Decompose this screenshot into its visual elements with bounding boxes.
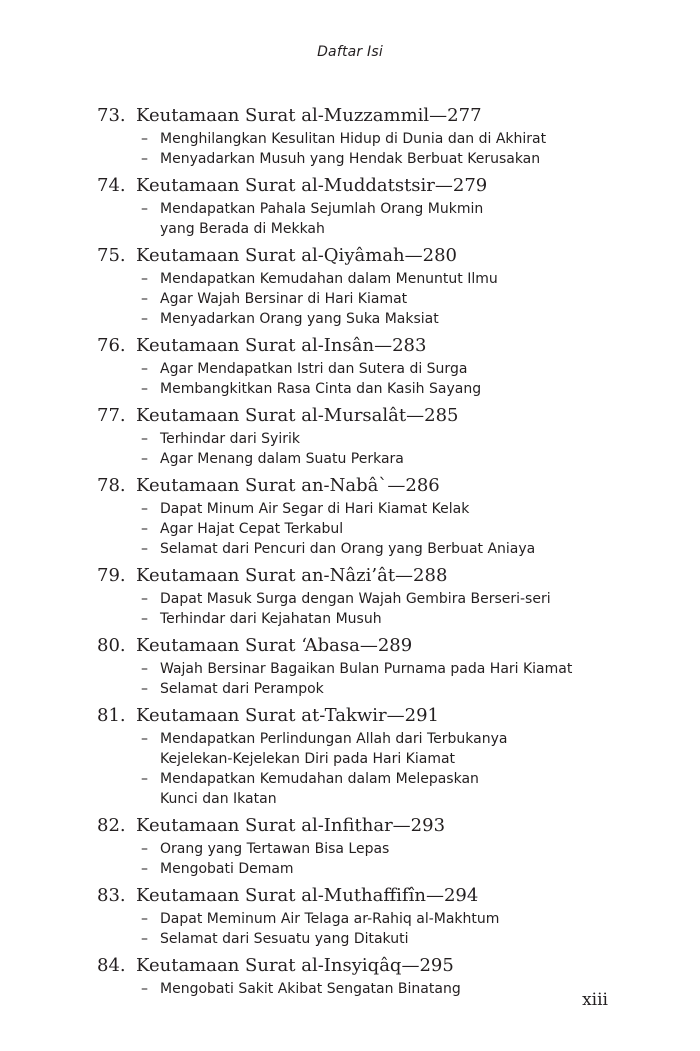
toc-entry-heading <box>97 403 657 429</box>
dash-bullet: – <box>141 841 148 857</box>
toc-subentry-line: Wajah Bersinar Bagaikan Bulan Purnama pada Hari Kiamat <box>160 661 573 677</box>
dash-bullet: – <box>141 861 148 877</box>
toc-subentry-list <box>97 269 657 329</box>
dash-bullet: – <box>141 151 148 167</box>
toc-subentry <box>97 359 657 379</box>
toc-subentry-line: Agar Wajah Bersinar di Hari Kiamat <box>160 291 408 307</box>
toc-subentry-line: Dapat Masuk Surga dengan Wajah Gembira Berseri-seri <box>160 591 551 607</box>
dash-bullet: – <box>141 981 148 997</box>
dash-bullet: – <box>141 311 148 327</box>
toc-subentry <box>97 429 657 449</box>
toc-entry <box>97 243 657 329</box>
toc-subentry <box>97 499 657 519</box>
toc-subentry <box>97 839 657 859</box>
dash-bullet: – <box>141 681 148 697</box>
toc-entry-title: Keutamaan Surat an-Nabâ`—286 <box>136 475 440 496</box>
toc-subentry-line: Menghilangkan Kesulitan Hidup di Dunia dan di Akhirat <box>160 131 547 147</box>
toc-subentry-list <box>97 979 657 999</box>
toc-subentry-list <box>97 199 657 239</box>
dash-bullet: – <box>141 291 148 307</box>
toc-entry-title: Keutamaan Surat al-Mursalât—285 <box>136 405 459 426</box>
toc-entry-title: Keutamaan Surat al-Muddatstsir—279 <box>136 175 488 196</box>
dash-bullet: – <box>141 131 148 147</box>
toc-subentry-line: Dapat Minum Air Segar di Hari Kiamat Kelak <box>160 501 470 517</box>
toc-subentry-line: Mendapatkan Kemudahan dalam Menuntut Ilmu <box>160 271 498 287</box>
toc-entry <box>97 403 657 469</box>
toc-subentry <box>97 309 657 329</box>
toc-subentry <box>97 769 657 809</box>
toc-subentry-list <box>97 839 657 879</box>
toc-subentry-line: Orang yang Tertawan Bisa Lepas <box>160 841 390 857</box>
toc-entry-number: 81. <box>97 705 126 726</box>
toc-entry-title: Keutamaan Surat ‘Abasa—289 <box>136 635 413 656</box>
toc-subentry <box>97 199 657 239</box>
toc-entry-number: 78. <box>97 475 126 496</box>
toc-subentry-line: Dapat Meminum Air Telaga ar-Rahiq al-Makhtum <box>160 911 500 927</box>
toc-subentry-line: Mendapatkan Perlindungan Allah dari Terbukanya <box>160 731 508 747</box>
toc-subentry-line: yang Berada di Mekkah <box>160 221 325 237</box>
toc-subentry <box>97 909 657 929</box>
toc-entry-number: 79. <box>97 565 126 586</box>
toc-subentry-line: Kejelekan-Kejelekan Diri pada Hari Kiamat <box>160 751 456 767</box>
toc-subentry <box>97 859 657 879</box>
toc-subentry-line: Menyadarkan Orang yang Suka Maksiat <box>160 311 439 327</box>
page-number: xiii <box>582 990 608 1010</box>
toc-subentry-list <box>97 129 657 169</box>
dash-bullet: – <box>141 451 148 467</box>
toc-entry-title: Keutamaan Surat at-Takwir—291 <box>136 705 440 726</box>
dash-bullet: – <box>141 201 148 217</box>
toc-subentry <box>97 979 657 999</box>
toc-subentry-line: Menyadarkan Musuh yang Hendak Berbuat Kerusakan <box>160 151 541 167</box>
toc-subentry <box>97 539 657 559</box>
toc-subentry-line: Mengobati Demam <box>160 861 294 877</box>
toc-subentry <box>97 379 657 399</box>
table-of-contents <box>97 103 657 1003</box>
toc-entry-heading <box>97 243 657 269</box>
toc-entry-heading <box>97 883 657 909</box>
toc-subentry <box>97 289 657 309</box>
dash-bullet: – <box>141 541 148 557</box>
toc-entry-title: Keutamaan Surat al-Infithar—293 <box>136 815 446 836</box>
toc-entry-heading <box>97 633 657 659</box>
toc-subentry-list <box>97 499 657 559</box>
toc-subentry-line: Agar Menang dalam Suatu Perkara <box>160 451 404 467</box>
dash-bullet: – <box>141 931 148 947</box>
toc-entry <box>97 953 657 999</box>
toc-subentry <box>97 519 657 539</box>
toc-subentry-line: Terhindar dari Syirik <box>160 431 300 447</box>
toc-entry-title: Keutamaan Surat al-Muthaffifîn—294 <box>136 885 479 906</box>
toc-entry <box>97 563 657 629</box>
toc-entry-heading <box>97 333 657 359</box>
toc-subentry-line: Selamat dari Pencuri dan Orang yang Berbuat Aniaya <box>160 541 536 557</box>
toc-subentry-line: Agar Mendapatkan Istri dan Sutera di Surga <box>160 361 468 377</box>
toc-entry-number: 75. <box>97 245 126 266</box>
toc-subentry <box>97 149 657 169</box>
toc-entry <box>97 333 657 399</box>
toc-entry-number: 76. <box>97 335 126 356</box>
toc-entry <box>97 103 657 169</box>
dash-bullet: – <box>141 771 148 787</box>
toc-subentry <box>97 659 657 679</box>
dash-bullet: – <box>141 381 148 397</box>
toc-subentry-line: Agar Hajat Cepat Terkabul <box>160 521 344 537</box>
toc-subentry <box>97 609 657 629</box>
toc-entry-number: 74. <box>97 175 126 196</box>
toc-entry <box>97 813 657 879</box>
toc-entry <box>97 883 657 949</box>
dash-bullet: – <box>141 521 148 537</box>
toc-subentry <box>97 679 657 699</box>
toc-subentry <box>97 129 657 149</box>
toc-subentry-list <box>97 589 657 629</box>
toc-entry-title: Keutamaan Surat al-Muzzammil—277 <box>136 105 482 126</box>
toc-subentry-line: Mengobati Sakit Akibat Sengatan Binatang <box>160 981 461 997</box>
toc-subentry-line: Kunci dan Ikatan <box>160 791 277 807</box>
toc-subentry-line: Selamat dari Perampok <box>160 681 324 697</box>
toc-subentry-list <box>97 909 657 949</box>
toc-entry-title: Keutamaan Surat al-Qiyâmah—280 <box>136 245 457 266</box>
toc-entry <box>97 703 657 809</box>
toc-entry-heading <box>97 953 657 979</box>
toc-subentry-list <box>97 659 657 699</box>
toc-subentry <box>97 269 657 289</box>
toc-entry-number: 77. <box>97 405 126 426</box>
toc-entry-heading <box>97 703 657 729</box>
running-head: Daftar Isi <box>317 44 383 60</box>
toc-entry-number: 83. <box>97 885 126 906</box>
dash-bullet: – <box>141 911 148 927</box>
toc-subentry-line: Selamat dari Sesuatu yang Ditakuti <box>160 931 409 947</box>
toc-entry-title: Keutamaan Surat al-Insyiqâq—295 <box>136 955 454 976</box>
dash-bullet: – <box>141 501 148 517</box>
toc-subentry <box>97 729 657 769</box>
toc-subentry-list <box>97 429 657 469</box>
toc-entry <box>97 473 657 559</box>
toc-entry-number: 82. <box>97 815 126 836</box>
toc-subentry <box>97 589 657 609</box>
toc-subentry-line: Mendapatkan Kemudahan dalam Melepaskan <box>160 771 479 787</box>
toc-entry <box>97 173 657 239</box>
toc-subentry-line: Mendapatkan Pahala Sejumlah Orang Mukmin <box>160 201 484 217</box>
dash-bullet: – <box>141 431 148 447</box>
toc-entry-heading <box>97 103 657 129</box>
toc-subentry <box>97 929 657 949</box>
toc-subentry-line: Membangkitkan Rasa Cinta dan Kasih Sayang <box>160 381 482 397</box>
toc-subentry <box>97 449 657 469</box>
toc-entry-heading <box>97 813 657 839</box>
toc-entry-title: Keutamaan Surat al-Insân—283 <box>136 335 427 356</box>
dash-bullet: – <box>141 611 148 627</box>
dash-bullet: – <box>141 361 148 377</box>
dash-bullet: – <box>141 731 148 747</box>
toc-entry-heading <box>97 473 657 499</box>
toc-subentry-list <box>97 359 657 399</box>
toc-entry-title: Keutamaan Surat an-Nâzi’ât—288 <box>136 565 448 586</box>
dash-bullet: – <box>141 271 148 287</box>
toc-entry-heading <box>97 563 657 589</box>
toc-entry <box>97 633 657 699</box>
toc-entry-number: 73. <box>97 105 126 126</box>
toc-subentry-list <box>97 729 657 809</box>
toc-entry-number: 84. <box>97 955 126 976</box>
dash-bullet: – <box>141 591 148 607</box>
toc-entry-number: 80. <box>97 635 126 656</box>
toc-entry-heading <box>97 173 657 199</box>
toc-subentry-line: Terhindar dari Kejahatan Musuh <box>160 611 382 627</box>
dash-bullet: – <box>141 661 148 677</box>
